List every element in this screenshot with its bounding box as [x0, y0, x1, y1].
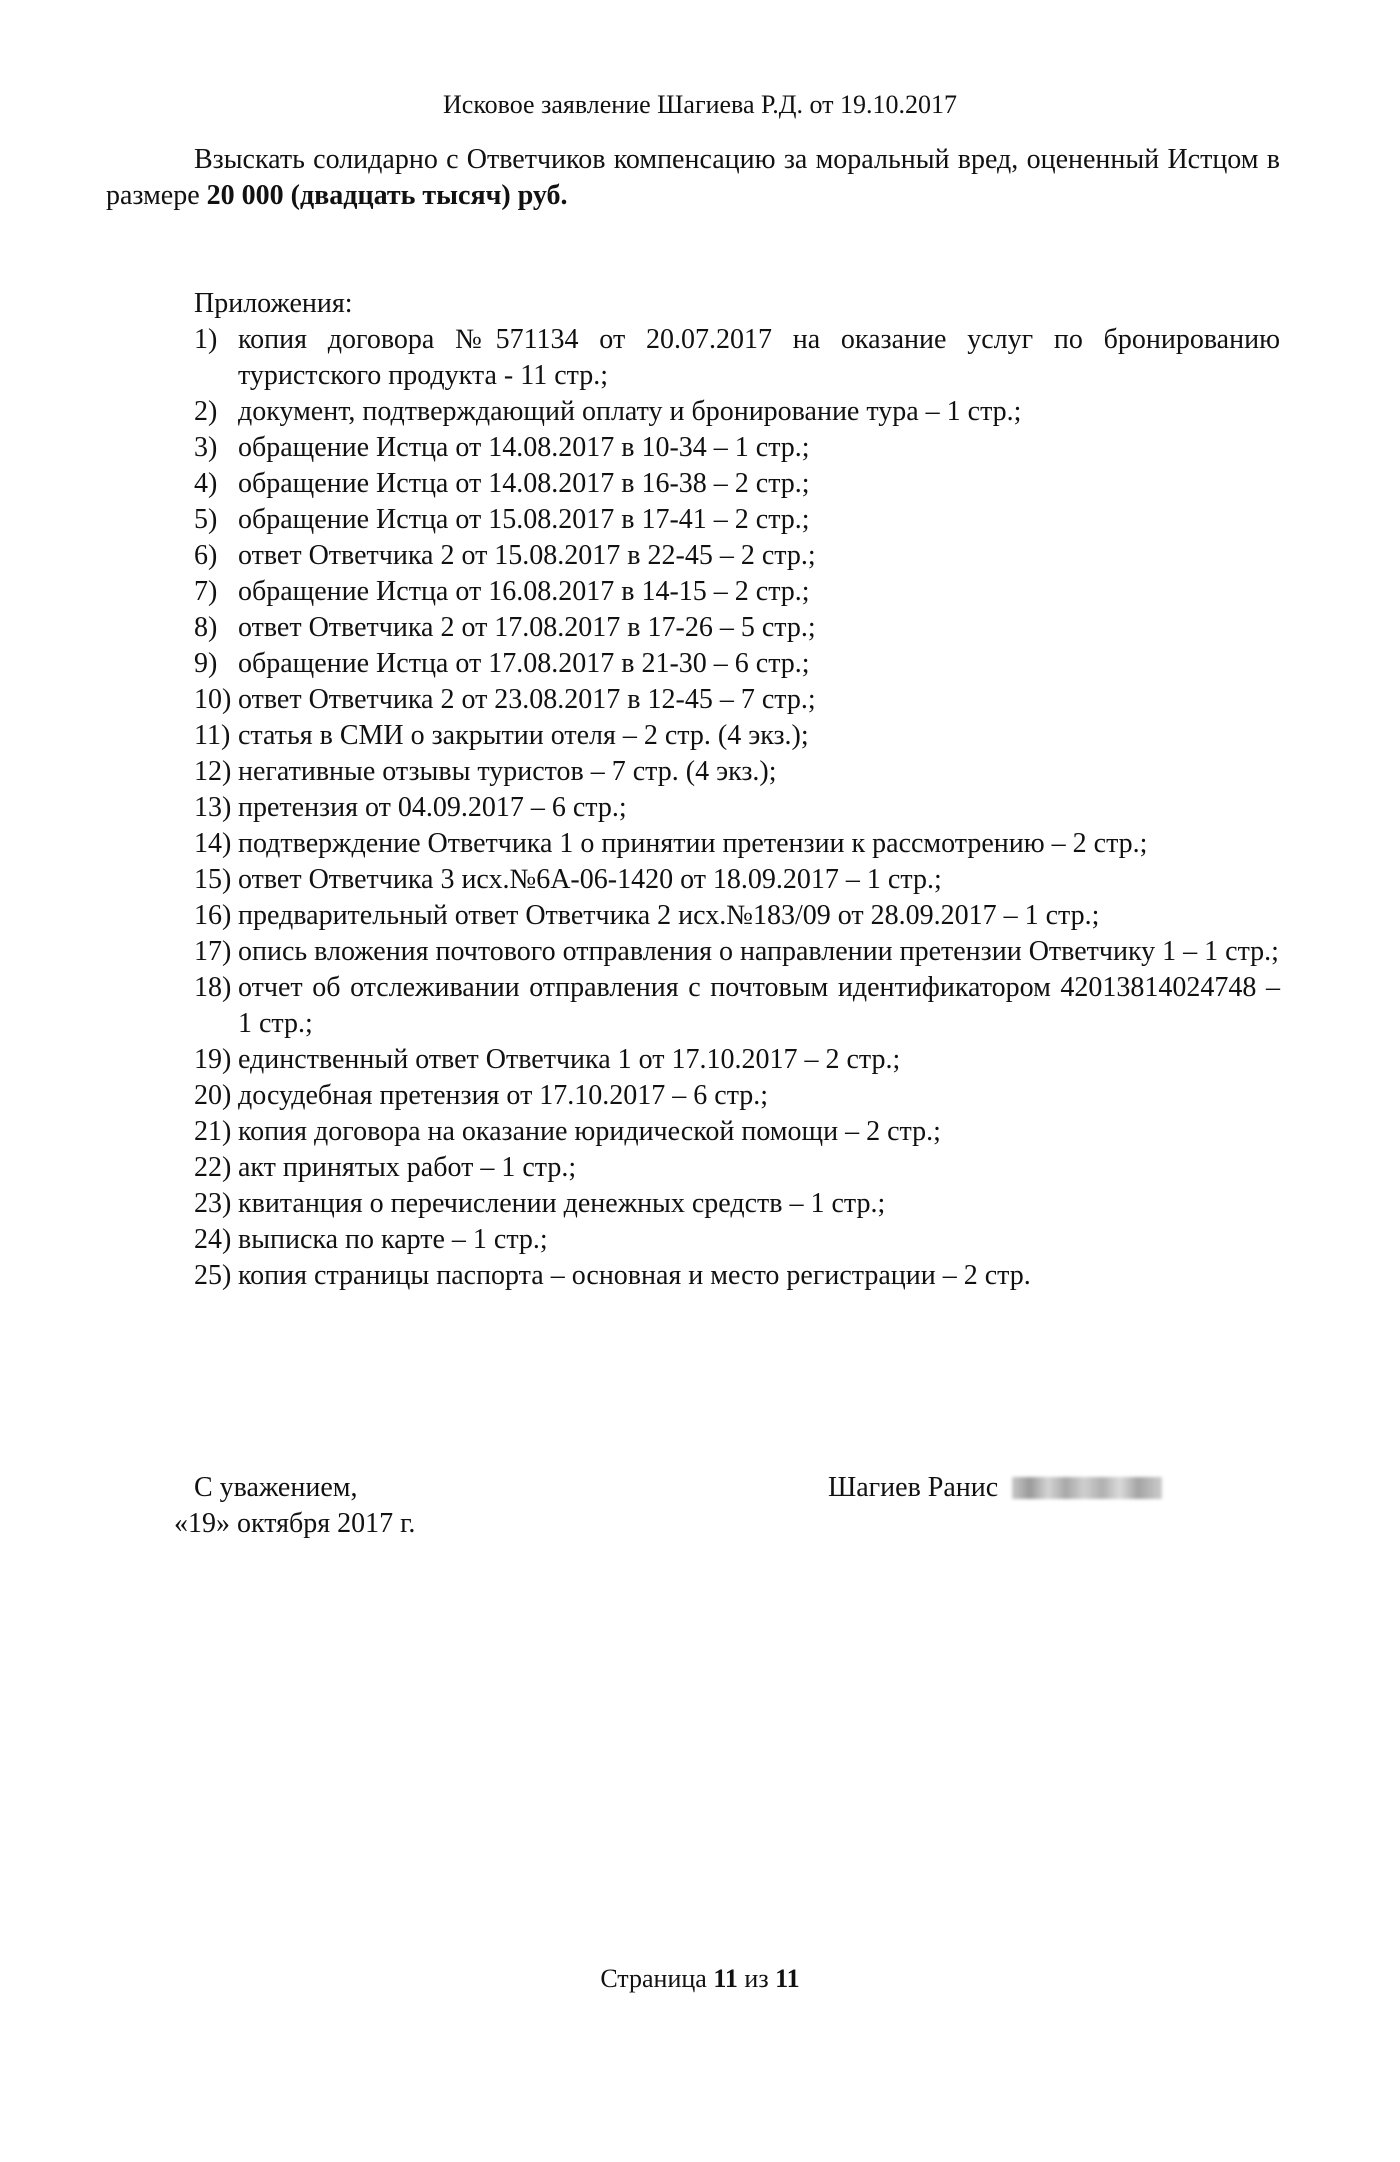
attachment-number: 21) — [194, 1116, 232, 1147]
attachment-item — [194, 394, 1280, 430]
attachment-number: 22) — [194, 1152, 232, 1183]
footer-prefix: Страница — [600, 1964, 714, 1993]
attachment-item — [194, 790, 1280, 826]
footer-current-page: 11 — [713, 1964, 738, 1993]
attachment-item — [194, 682, 1280, 718]
attachment-number: 6) — [194, 540, 218, 571]
attachment-item — [194, 826, 1280, 862]
attachment-item — [194, 1222, 1280, 1258]
attachments-list — [194, 322, 1280, 1294]
attachment-item — [194, 970, 1280, 1042]
attachment-number: 1) — [194, 324, 218, 355]
attachment-item — [194, 898, 1280, 934]
signer-name: Шагиев Ранис — [828, 1472, 999, 1503]
attachment-text: статья в СМИ о закрытии отеля – 2 стр. (4 экз.); — [238, 720, 809, 751]
attachment-number: 8) — [194, 612, 218, 643]
attachment-text: выписка по карте – 1 стр.; — [238, 1224, 548, 1255]
attachment-text: квитанция о перечислении денежных средств – 1 стр.; — [238, 1188, 886, 1219]
footer-middle: из — [737, 1964, 776, 1993]
attachment-item — [194, 1078, 1280, 1114]
attachment-text: ответ Ответчика 2 от 15.08.2017 в 22-45 – 2 стр.; — [238, 540, 816, 571]
attachment-number: 24) — [194, 1224, 232, 1255]
attachment-text: досудебная претензия от 17.10.2017 – 6 стр.; — [238, 1080, 769, 1111]
attachment-text: обращение Истца от 14.08.2017 в 10-34 – 1 стр.; — [238, 432, 810, 463]
attachment-text: отчет об отслеживании отправления с почтовым идентификатором 42013814024748 – 1 стр.; — [238, 972, 1280, 1039]
attachment-number: 25) — [194, 1260, 232, 1291]
attachment-number: 15) — [194, 864, 232, 895]
attachment-item — [194, 1150, 1280, 1186]
closing-phrase: С уважением, — [194, 1472, 358, 1503]
attachment-item — [194, 1258, 1280, 1294]
attachment-number: 7) — [194, 576, 218, 607]
attachment-item — [194, 322, 1280, 394]
attachment-number: 13) — [194, 792, 232, 823]
attachment-item — [194, 934, 1280, 970]
signer-block — [828, 1470, 1162, 1506]
attachment-item — [194, 502, 1280, 538]
attachment-number: 16) — [194, 900, 232, 931]
attachments-title: Приложения: — [194, 288, 353, 319]
attachment-item — [194, 538, 1280, 574]
attachment-text: обращение Истца от 16.08.2017 в 14-15 – 2 стр.; — [238, 576, 810, 607]
attachment-number: 19) — [194, 1044, 232, 1075]
attachment-number: 17) — [194, 936, 232, 967]
attachment-number: 18) — [194, 972, 232, 1003]
attachment-text: подтверждение Ответчика 1 о принятии претензии к рассмотрению – 2 стр.; — [238, 828, 1148, 859]
attachment-item — [194, 574, 1280, 610]
attachment-text: копия страницы паспорта – основная и место регистрации – 2 стр. — [238, 1260, 1031, 1291]
attachment-item — [194, 466, 1280, 502]
attachment-number: 10) — [194, 684, 232, 715]
attachment-text: копия договора №571134 от 20.07.2017 на оказание услуг по бронированию туристского продукта - 11 стр.; — [238, 324, 1280, 391]
attachment-item — [194, 430, 1280, 466]
claim-text: Взыскать солидарно с Ответчиков компенсацию за моральный вред, оцененный Истцом в размере — [106, 144, 1280, 211]
attachment-item — [194, 1114, 1280, 1150]
attachment-text: документ, подтверждающий оплату и бронирование тура – 1 стр.; — [238, 396, 1022, 427]
attachment-text: ответ Ответчика 2 от 23.08.2017 в 12-45 – 7 стр.; — [238, 684, 816, 715]
attachment-number: 14) — [194, 828, 232, 859]
attachment-number: 9) — [194, 648, 218, 679]
attachment-text: предварительный ответ Ответчика 2 исх.№183/09 от 28.09.2017 – 1 стр.; — [238, 900, 1100, 931]
attachment-number: 12) — [194, 756, 232, 787]
attachment-number: 3) — [194, 432, 218, 463]
attachment-text: ответ Ответчика 3 исх.№6А-06-1420 от 18.09.2017 – 1 стр.; — [238, 864, 942, 895]
attachment-item — [194, 610, 1280, 646]
attachment-item — [194, 646, 1280, 682]
attachment-text: опись вложения почтового отправления о направлении претензии Ответчику 1 – 1 стр.; — [238, 936, 1279, 967]
redacted-surname — [1012, 1477, 1162, 1499]
attachment-number: 23) — [194, 1188, 232, 1219]
attachment-text: обращение Истца от 17.08.2017 в 21-30 – 6 стр.; — [238, 648, 810, 679]
page-footer — [0, 1964, 1400, 1994]
claim-paragraph — [106, 142, 1280, 214]
attachment-text: негативные отзывы туристов – 7 стр. (4 экз.); — [238, 756, 777, 787]
footer-total-pages: 11 — [775, 1964, 800, 1993]
attachment-number: 11) — [194, 720, 231, 751]
document-header: Исковое заявление Шагиева Р.Д. от 19.10.2017 — [443, 90, 957, 119]
attachment-text: единственный ответ Ответчика 1 от 17.10.2017 – 2 стр.; — [238, 1044, 901, 1075]
attachment-text: акт принятых работ – 1 стр.; — [238, 1152, 577, 1183]
signature-date: «19» октября 2017 г. — [174, 1508, 416, 1539]
attachment-number: 2) — [194, 396, 218, 427]
attachment-text: копия договора на оказание юридической помощи – 2 стр.; — [238, 1116, 941, 1147]
attachment-item — [194, 1042, 1280, 1078]
attachment-number: 5) — [194, 504, 218, 535]
attachment-number: 4) — [194, 468, 218, 499]
claim-amount: 20 000 (двадцать тысяч) руб. — [206, 180, 568, 211]
attachment-item — [194, 718, 1280, 754]
attachment-text: обращение Истца от 15.08.2017 в 17-41 – 2 стр.; — [238, 504, 810, 535]
attachment-number: 20) — [194, 1080, 232, 1111]
attachment-text: претензия от 04.09.2017 – 6 стр.; — [238, 792, 627, 823]
attachment-item — [194, 754, 1280, 790]
attachment-item — [194, 1186, 1280, 1222]
attachment-text: ответ Ответчика 2 от 17.08.2017 в 17-26 – 5 стр.; — [238, 612, 816, 643]
attachment-text: обращение Истца от 14.08.2017 в 16-38 – 2 стр.; — [238, 468, 810, 499]
attachment-item — [194, 862, 1280, 898]
